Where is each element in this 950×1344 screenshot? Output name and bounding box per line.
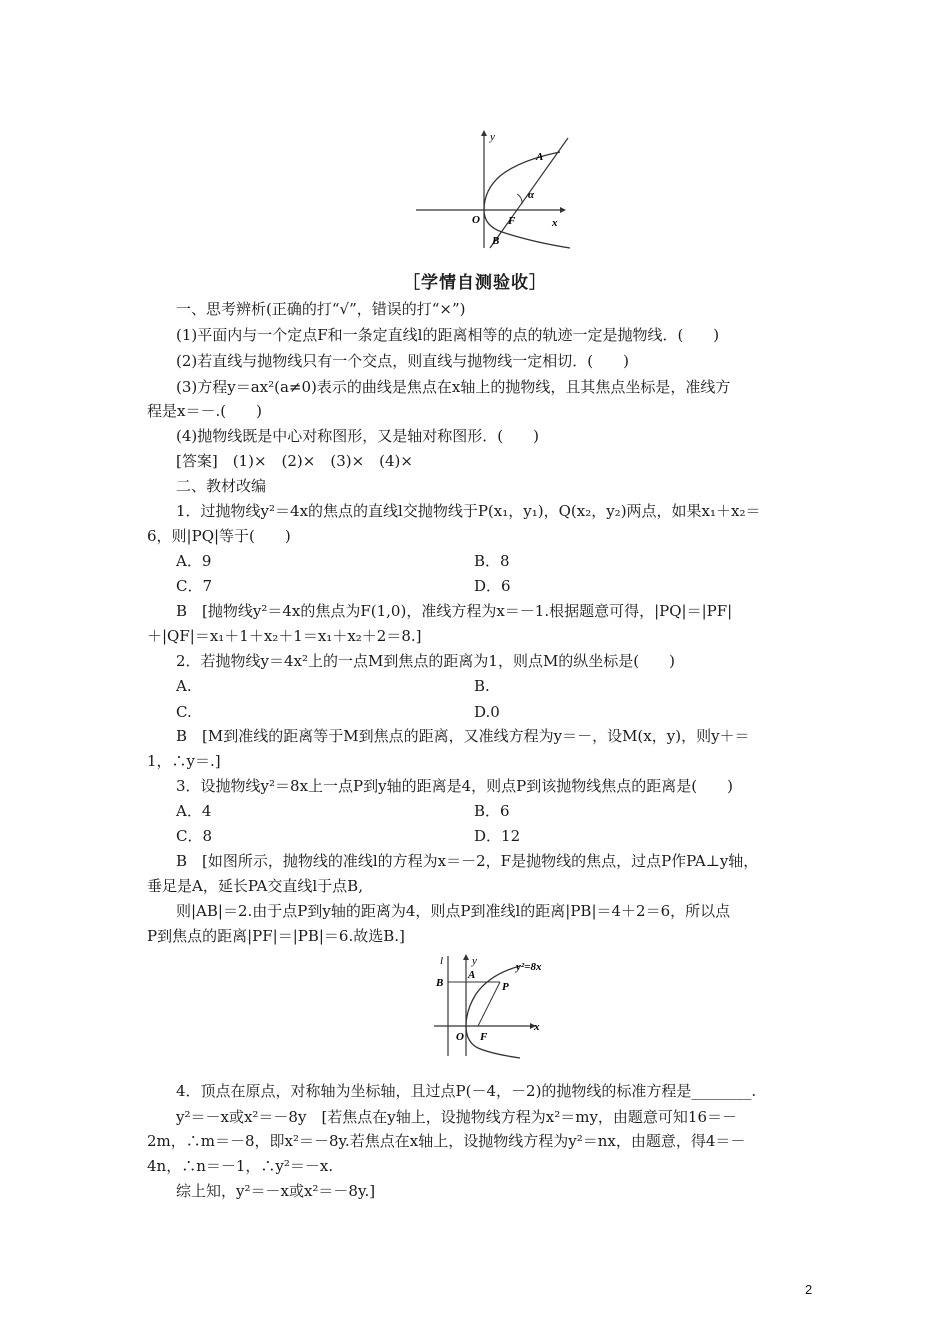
s4-line-a: y²＝－x或x²＝－8y [若焦点在y轴上，设抛物线方程为x²＝my，由题意可知16＝－ bbox=[176, 1108, 738, 1126]
segment-PF bbox=[478, 982, 500, 1026]
s3-line-d: P到焦点的距离|PF|＝|PB|＝6.故选B.] bbox=[147, 927, 405, 945]
p2-option-d: D.0 bbox=[474, 703, 500, 721]
part1-q3a: (3)方程y＝ax²(a≠0)表示的曲线是焦点在x轴上的抛物线，且其焦点坐标是，准线方 bbox=[176, 378, 731, 396]
x-axis-arrow bbox=[560, 207, 566, 213]
part1-q4: (4)抛物线既是中心对称图形，又是轴对称图形．( ) bbox=[176, 427, 539, 445]
label-y: y bbox=[490, 131, 495, 143]
label-B: B bbox=[436, 977, 444, 989]
s4-line-c: 4n，∴n＝－1，∴y²＝－x. bbox=[147, 1157, 334, 1175]
p3-line: 3．设抛物线y²＝8x上一点P到y轴的距离是4，则点P到该抛物线焦点的距离是( ) bbox=[176, 777, 733, 795]
label-B: B bbox=[492, 235, 500, 247]
p1-option-a: A．9 bbox=[176, 552, 212, 570]
label-x: x bbox=[552, 217, 558, 229]
s2-line-a: B [M到准线的距离等于M到焦点的距离，又准线方程为y＝－，设M(x，y)，则y＋＝ bbox=[176, 727, 750, 745]
section-title: ［学情自测验收］ bbox=[403, 273, 547, 293]
part1-q3b: 程是x＝－.( ) bbox=[147, 402, 262, 420]
label-F: F bbox=[480, 1031, 488, 1043]
parabola-curve bbox=[484, 152, 570, 248]
part2-heading: 二、教材改编 bbox=[176, 477, 267, 495]
s1-line-b: ＋|QF|＝x₁＋1＋x₂＋1＝x₁＋x₂＋2＝8.] bbox=[147, 627, 422, 645]
s4-line-b: 2m，∴m＝－8，即x²＝－8y.若焦点在x轴上，设抛物线方程为y²＝nx，由题意，得4＝－ bbox=[147, 1132, 746, 1150]
p3-option-c: C．8 bbox=[176, 827, 213, 845]
p3-option-d: D．12 bbox=[474, 827, 521, 845]
label-A: A bbox=[468, 969, 476, 981]
label-equation: y²=8x bbox=[516, 961, 542, 973]
p1-line-b: 6，则|PQ|等于( ) bbox=[147, 527, 291, 545]
part1-heading: 一、思考辨析(正确的打“√”，错误的打“×”) bbox=[176, 300, 466, 318]
p2-option-c: C. bbox=[176, 703, 192, 721]
p1-option-b: B．8 bbox=[474, 552, 510, 570]
figure-parabola-chord bbox=[410, 126, 580, 252]
y-axis-arrow bbox=[463, 954, 469, 960]
label-P: P bbox=[502, 981, 509, 993]
p4-line: 4．顶点在原点，对称轴为坐标轴，且过点P(－4，－2)的抛物线的标准方程是________. bbox=[176, 1082, 757, 1100]
p2-option-a: A. bbox=[176, 677, 192, 695]
label-l: l bbox=[440, 955, 444, 967]
p1-option-c: C．7 bbox=[176, 577, 213, 595]
p3-option-a: A．4 bbox=[176, 802, 212, 820]
label-alpha: α bbox=[528, 189, 535, 201]
s3-line-b: 垂足是A，延长PA交直线l于点B, bbox=[147, 877, 363, 895]
part1-q1: (1)平面内与一个定点F和一条定直线l的距离相等的点的轨迹一定是抛物线．( ) bbox=[176, 326, 720, 344]
p1-line-a: 1．过抛物线y²＝4x的焦点的直线l交抛物线于P(x₁，y₁)，Q(x₂，y₂)两点，如果x₁＋x₂＝ bbox=[176, 502, 761, 520]
part1-q2: (2)若直线与抛物线只有一个交点，则直线与抛物线一定相切．( ) bbox=[176, 352, 629, 370]
s3-line-c: 则|AB|＝2.由于点P到y轴的距离为4，则点P到准线l的距离|PB|＝4＋2＝6，所以点 bbox=[176, 902, 731, 920]
s3-line-a: B [如图所示，抛物线的准线l的方程为x＝－2，F是抛物线的焦点，过点P作PA⊥y轴， bbox=[176, 852, 759, 870]
label-F: F bbox=[508, 215, 516, 227]
s2-line-b: 1，∴y＝.] bbox=[147, 752, 221, 770]
label-A: A bbox=[536, 151, 544, 163]
p3-option-b: B．6 bbox=[474, 802, 510, 820]
label-O: O bbox=[472, 214, 480, 226]
y-axis-arrow bbox=[481, 130, 487, 136]
p2-line: 2．若抛物线y＝4x²上的一点M到焦点的距离为1，则点M的纵坐标是( ) bbox=[176, 652, 676, 670]
page-number: 2 bbox=[805, 1282, 813, 1297]
p2-option-b: B. bbox=[474, 677, 490, 695]
p1-option-d: D．6 bbox=[474, 577, 511, 595]
part1-answer: [答案] (1)× (2)× (3)× (4)× bbox=[176, 452, 413, 470]
s4-line-d: 综上知，y²＝－x或x²＝－8y.] bbox=[176, 1182, 376, 1200]
s1-line-a: B [抛物线y²＝4x的焦点为F(1,0)，准线方程为x＝－1.根据题意可得，|PQ|＝|PF| bbox=[176, 602, 733, 620]
label-O: O bbox=[456, 1031, 464, 1043]
figure-parabola-directrix bbox=[430, 952, 560, 1060]
label-y: y bbox=[472, 955, 477, 967]
label-x: x bbox=[534, 1021, 540, 1033]
angle-arc bbox=[517, 194, 522, 204]
